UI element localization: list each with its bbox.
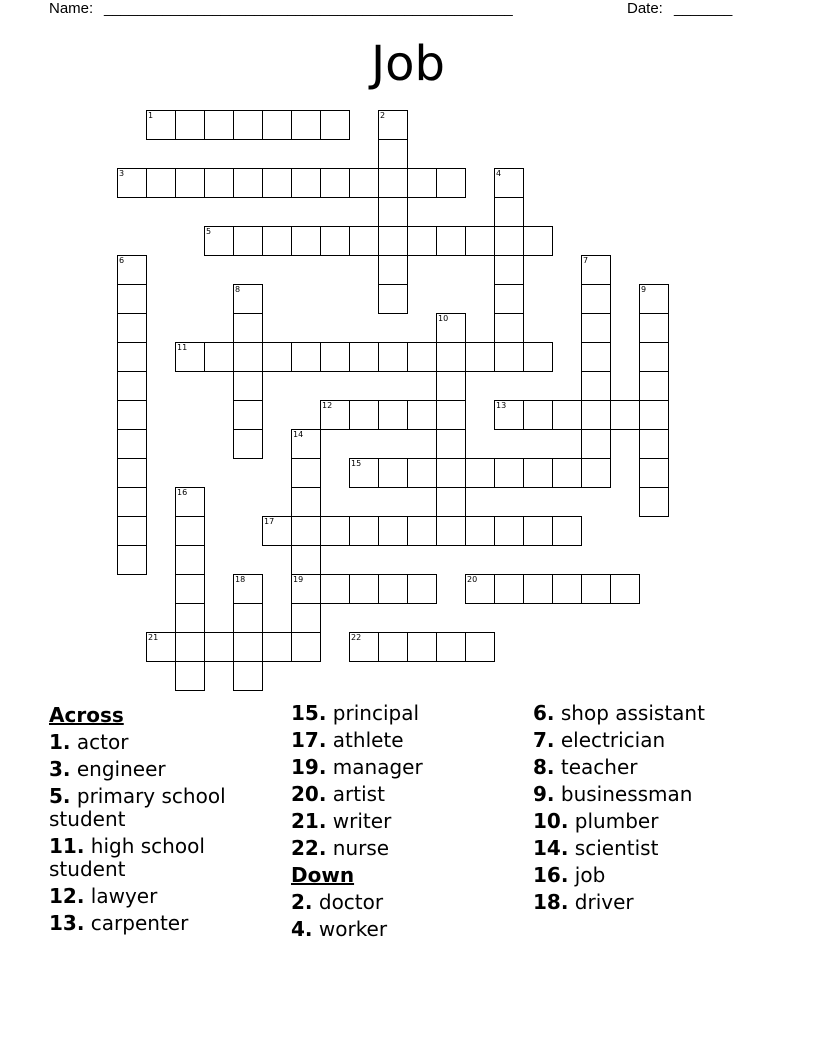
clue-number: 22. (291, 836, 327, 860)
name-label: Name: (49, 0, 94, 17)
clue-number: 14. (533, 836, 569, 860)
clue-down (533, 783, 783, 806)
grid-cell[interactable] (407, 342, 437, 372)
clue-text: driver (574, 890, 634, 914)
clue-number-label: 9 (641, 285, 647, 294)
grid-cell[interactable] (639, 371, 669, 401)
grid-cell[interactable] (523, 342, 553, 372)
grid-cell[interactable] (523, 516, 553, 546)
clue-number: 19. (291, 755, 327, 779)
clue-number: 13. (49, 911, 85, 935)
clue-text: electrician (560, 728, 666, 752)
grid-cell[interactable] (175, 516, 205, 546)
clue-across (49, 835, 279, 881)
across-heading: Across (49, 703, 124, 727)
clue-across (49, 785, 279, 831)
grid-cell[interactable] (233, 371, 263, 401)
clue-down (291, 918, 521, 941)
grid-cell[interactable] (291, 458, 321, 488)
clue-number: 4. (291, 917, 313, 941)
puzzle-title: Job (371, 36, 445, 92)
grid-cell[interactable] (436, 516, 466, 546)
grid-cell[interactable] (291, 342, 321, 372)
grid-cell[interactable] (146, 168, 176, 198)
grid-cell[interactable] (233, 603, 263, 633)
clue-number-label: 13 (496, 401, 507, 410)
clue-number: 20. (291, 782, 327, 806)
clue-number-label: 3 (119, 169, 125, 178)
grid-cell[interactable] (349, 516, 379, 546)
clue-number-label: 10 (438, 314, 449, 323)
date-label: Date: (627, 0, 663, 17)
clue-text: job (574, 863, 606, 887)
grid-cell[interactable] (581, 574, 611, 604)
grid-cell[interactable] (291, 487, 321, 517)
clue-down (533, 837, 783, 860)
grid-cell[interactable] (494, 458, 524, 488)
clue-number-label: 17 (264, 517, 275, 526)
clue-across (49, 731, 279, 754)
clue-text: high school student (49, 834, 205, 881)
grid-cell[interactable] (175, 545, 205, 575)
clue-down (533, 810, 783, 833)
clue-text: carpenter (90, 911, 189, 935)
clue-text: principal (332, 701, 420, 725)
grid-cell[interactable] (233, 110, 263, 140)
grid-cell[interactable] (291, 226, 321, 256)
clue-text: lawyer (90, 884, 158, 908)
clue-text: engineer (76, 757, 166, 781)
grid-cell[interactable] (581, 313, 611, 343)
clue-text: writer (332, 809, 392, 833)
clue-column-1 (49, 702, 279, 939)
grid-cell[interactable] (494, 197, 524, 227)
date-blank-line: _______ (674, 0, 733, 17)
grid-cell[interactable] (291, 168, 321, 198)
grid-cell[interactable] (233, 342, 263, 372)
clue-text: plumber (574, 809, 659, 833)
clue-number: 8. (533, 755, 555, 779)
clue-text: artist (332, 782, 385, 806)
clue-across (49, 885, 279, 908)
grid-cell[interactable] (639, 429, 669, 459)
clue-number: 9. (533, 782, 555, 806)
grid-cell[interactable] (320, 110, 350, 140)
clue-number-label: 16 (177, 488, 188, 497)
grid-cell[interactable] (233, 429, 263, 459)
grid-cell[interactable] (349, 400, 379, 430)
clue-number-label: 20 (467, 575, 478, 584)
clue-column-2 (291, 702, 521, 945)
grid-cell[interactable] (117, 284, 147, 314)
grid-cell[interactable] (378, 168, 408, 198)
grid-cell[interactable] (204, 110, 234, 140)
grid-cell[interactable] (436, 371, 466, 401)
grid-cell[interactable] (378, 255, 408, 285)
clue-text: teacher (560, 755, 638, 779)
clue-text: primary school student (49, 784, 226, 831)
grid-cell[interactable] (320, 516, 350, 546)
clue-number-label: 22 (351, 633, 362, 642)
grid-cell[interactable] (117, 371, 147, 401)
clue-number: 21. (291, 809, 327, 833)
grid-cell[interactable] (291, 516, 321, 546)
clue-number-label: 21 (148, 633, 159, 642)
grid-cell[interactable] (494, 574, 524, 604)
grid-cell[interactable] (262, 226, 292, 256)
grid-cell[interactable] (407, 516, 437, 546)
grid-cell[interactable] (639, 458, 669, 488)
grid-cell[interactable] (436, 226, 466, 256)
grid-cell[interactable] (233, 168, 263, 198)
clue-number: 5. (49, 784, 71, 808)
grid-cell[interactable] (117, 342, 147, 372)
grid-cell[interactable] (291, 545, 321, 575)
clue-across (291, 756, 521, 779)
grid-cell[interactable] (378, 458, 408, 488)
grid-cell[interactable] (639, 400, 669, 430)
grid-cell[interactable] (581, 458, 611, 488)
grid-cell[interactable] (233, 400, 263, 430)
grid-cell[interactable] (320, 574, 350, 604)
clue-down (533, 729, 783, 752)
grid-cell[interactable] (262, 110, 292, 140)
grid-cell[interactable] (117, 458, 147, 488)
clue-number-label: 4 (496, 169, 502, 178)
grid-cell[interactable] (378, 284, 408, 314)
clue-number-label: 1 (148, 111, 154, 120)
clue-text: shop assistant (560, 701, 705, 725)
clue-number: 17. (291, 728, 327, 752)
clue-down (533, 864, 783, 887)
grid-cell[interactable] (494, 284, 524, 314)
grid-cell[interactable] (581, 429, 611, 459)
grid-cell[interactable] (465, 226, 495, 256)
grid-cell[interactable] (233, 226, 263, 256)
clue-down (291, 891, 521, 914)
grid-cell[interactable] (378, 574, 408, 604)
grid-cell[interactable] (436, 632, 466, 662)
grid-cell[interactable] (552, 516, 582, 546)
grid-cell[interactable] (378, 400, 408, 430)
grid-cell[interactable] (117, 313, 147, 343)
grid-cell[interactable] (204, 632, 234, 662)
grid-cell[interactable] (204, 168, 234, 198)
grid-cell[interactable] (117, 487, 147, 517)
clue-number-label: 11 (177, 343, 188, 352)
grid-cell[interactable] (175, 603, 205, 633)
clue-down (533, 702, 783, 725)
clue-number: 10. (533, 809, 569, 833)
grid-cell[interactable] (378, 632, 408, 662)
clue-number: 2. (291, 890, 313, 914)
grid-cell[interactable] (378, 342, 408, 372)
grid-cell[interactable] (175, 632, 205, 662)
grid-cell[interactable] (552, 400, 582, 430)
clue-number-label: 18 (235, 575, 246, 584)
grid-cell[interactable] (349, 168, 379, 198)
clue-text: businessman (560, 782, 693, 806)
grid-cell[interactable] (233, 661, 263, 691)
clue-number: 11. (49, 834, 85, 858)
grid-cell[interactable] (581, 400, 611, 430)
clue-text: scientist (574, 836, 659, 860)
clue-down (533, 891, 783, 914)
grid-cell[interactable] (320, 168, 350, 198)
clue-number: 12. (49, 884, 85, 908)
grid-cell[interactable] (320, 226, 350, 256)
grid-cell[interactable] (175, 168, 205, 198)
grid-cell[interactable] (117, 429, 147, 459)
clue-number-label: 5 (206, 227, 212, 236)
grid-cell[interactable] (465, 632, 495, 662)
clue-number: 6. (533, 701, 555, 725)
grid-cell[interactable] (117, 400, 147, 430)
clue-across (291, 702, 521, 725)
grid-cell[interactable] (378, 139, 408, 169)
grid-cell[interactable] (407, 226, 437, 256)
grid-cell[interactable] (639, 487, 669, 517)
grid-cell[interactable] (407, 168, 437, 198)
clue-text: doctor (318, 890, 384, 914)
grid-cell[interactable] (639, 313, 669, 343)
grid-cell[interactable] (378, 226, 408, 256)
grid-cell[interactable] (552, 458, 582, 488)
grid-cell[interactable] (436, 458, 466, 488)
grid-cell[interactable] (523, 458, 553, 488)
grid-cell[interactable] (378, 516, 408, 546)
clue-number: 15. (291, 701, 327, 725)
grid-cell[interactable] (233, 632, 263, 662)
clue-text: nurse (332, 836, 390, 860)
clue-number-label: 8 (235, 285, 241, 294)
clue-number-label: 14 (293, 430, 304, 439)
grid-cell[interactable] (494, 255, 524, 285)
down-heading: Down (291, 863, 355, 887)
grid-cell[interactable] (436, 342, 466, 372)
clue-number-label: 2 (380, 111, 386, 120)
grid-cell[interactable] (175, 661, 205, 691)
clue-text: actor (76, 730, 129, 754)
grid-cell[interactable] (436, 168, 466, 198)
clue-text: manager (332, 755, 423, 779)
clue-number: 16. (533, 863, 569, 887)
clue-number: 1. (49, 730, 71, 754)
grid-cell[interactable] (262, 342, 292, 372)
grid-cell[interactable] (349, 226, 379, 256)
clue-down (533, 756, 783, 779)
name-blank-line: _________________________________________________ (104, 0, 513, 17)
grid-cell[interactable] (581, 342, 611, 372)
grid-cell[interactable] (610, 400, 640, 430)
grid-cell[interactable] (465, 458, 495, 488)
grid-cell[interactable] (291, 632, 321, 662)
grid-cell[interactable] (291, 603, 321, 633)
grid-cell[interactable] (262, 168, 292, 198)
grid-cell[interactable] (262, 632, 292, 662)
grid-cell[interactable] (436, 400, 466, 430)
clue-number-label: 12 (322, 401, 333, 410)
grid-cell[interactable] (407, 632, 437, 662)
grid-cell[interactable] (349, 342, 379, 372)
grid-cell[interactable] (204, 342, 234, 372)
grid-cell[interactable] (117, 516, 147, 546)
grid-cell[interactable] (494, 516, 524, 546)
grid-cell[interactable] (610, 574, 640, 604)
clue-number: 18. (533, 890, 569, 914)
clue-across (49, 758, 279, 781)
grid-cell[interactable] (494, 313, 524, 343)
grid-cell[interactable] (117, 545, 147, 575)
grid-cell[interactable] (523, 226, 553, 256)
clue-number-label: 7 (583, 256, 589, 265)
grid-cell[interactable] (581, 371, 611, 401)
clue-across (49, 912, 279, 935)
grid-cell[interactable] (233, 313, 263, 343)
clue-text: worker (318, 917, 388, 941)
grid-cell[interactable] (552, 574, 582, 604)
clue-number-label: 6 (119, 256, 125, 265)
clue-text: athlete (332, 728, 404, 752)
grid-cell[interactable] (320, 342, 350, 372)
clue-number: 3. (49, 757, 71, 781)
grid-cell[interactable] (407, 400, 437, 430)
clue-column-3 (533, 702, 783, 918)
grid-cell[interactable] (407, 458, 437, 488)
grid-cell[interactable] (436, 429, 466, 459)
grid-cell[interactable] (407, 574, 437, 604)
grid-cell[interactable] (349, 574, 379, 604)
grid-cell[interactable] (436, 487, 466, 517)
clue-across (291, 729, 521, 752)
grid-cell[interactable] (523, 574, 553, 604)
clue-across (291, 810, 521, 833)
grid-cell[interactable] (378, 197, 408, 227)
grid-cell[interactable] (639, 342, 669, 372)
clue-number-label: 19 (293, 575, 304, 584)
grid-cell[interactable] (465, 516, 495, 546)
grid-cell[interactable] (175, 110, 205, 140)
grid-cell[interactable] (494, 342, 524, 372)
grid-cell[interactable] (465, 342, 495, 372)
grid-cell[interactable] (581, 284, 611, 314)
clue-across (291, 783, 521, 806)
clue-number: 7. (533, 728, 555, 752)
clue-number-label: 15 (351, 459, 362, 468)
clue-across (291, 837, 521, 860)
grid-cell[interactable] (175, 574, 205, 604)
grid-cell[interactable] (523, 400, 553, 430)
grid-cell[interactable] (494, 226, 524, 256)
grid-cell[interactable] (291, 110, 321, 140)
